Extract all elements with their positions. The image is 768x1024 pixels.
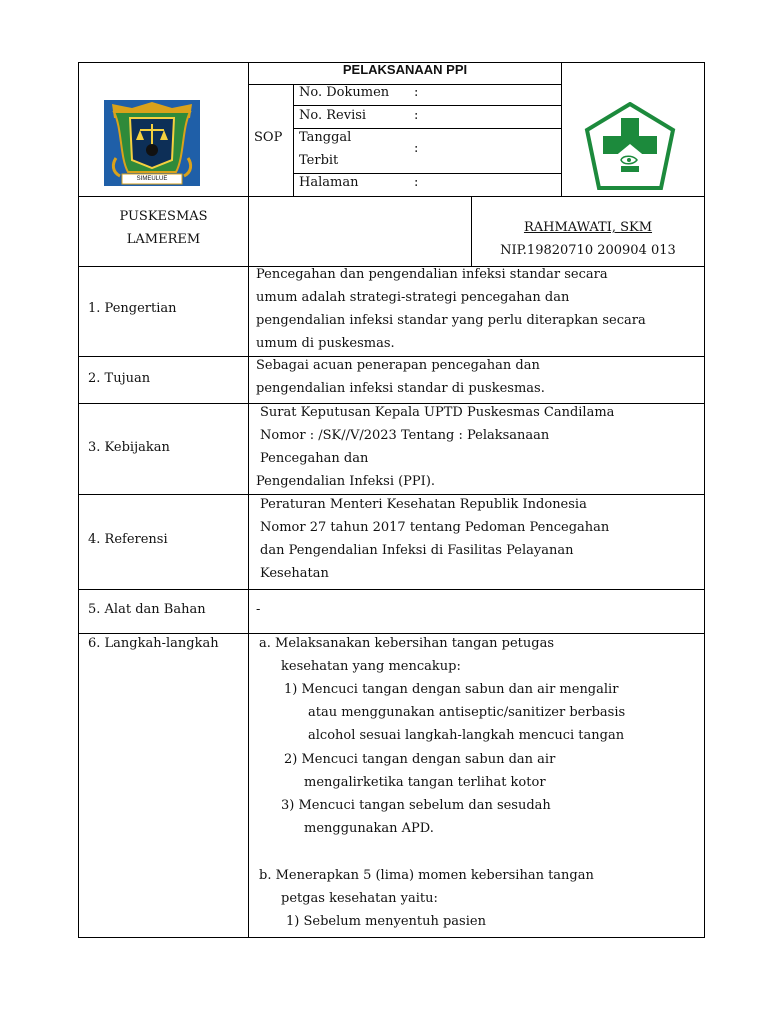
document-title: PELAKSANAAN PPI <box>342 62 468 77</box>
kebijakan-line: Pengendalian Infeksi (PPI). <box>256 474 436 489</box>
tujuan-label: 2. Tujuan <box>88 371 151 386</box>
tujuan-line: Sebagai acuan penerapan pencegahan dan <box>256 358 540 373</box>
kebijakan-line: Surat Keputusan Kepala UPTD Puskesmas Candilama <box>260 405 615 420</box>
pengertian-line: pengendalian infeksi standar yang perlu diterapkan secara <box>256 313 646 328</box>
tujuan-line: pengendalian infeksi standar di puskesmas. <box>256 381 545 396</box>
tanggal-terbit-label-1: Tanggal <box>299 130 352 145</box>
referensi-line: Peraturan Menteri Kesehatan Republik Indonesia <box>260 497 587 512</box>
kebijakan-line: Nomor : /SK//V/2023 Tentang : Pelaksanaan <box>260 428 550 443</box>
org-name-line-2: LAMEREM <box>126 232 201 247</box>
langkah-b-line-1: b. Menerapkan 5 (lima) momen kebersihan tangan <box>259 868 594 883</box>
langkah-a1-line-1: 1) Mencuci tangan dengan sabun dan air mengalir <box>284 682 619 697</box>
langkah-a3-line-1: 3) Mencuci tangan sebelum dan sesudah <box>281 798 551 813</box>
langkah-a2-line-1: 2) Mencuci tangan dengan sabun dan air <box>284 752 556 767</box>
pengertian-line: umum di puskesmas. <box>256 336 395 351</box>
regency-emblem-logo <box>102 98 202 188</box>
no-dokumen-label: No. Dokumen <box>299 85 390 100</box>
alat-bahan-value: - <box>256 602 261 617</box>
langkah-a-line-2: kesehatan yang mencakup: <box>281 659 461 674</box>
halaman-label: Halaman <box>299 175 359 190</box>
pengertian-line: umum adalah strategi-strategi pencegahan dan <box>256 290 570 305</box>
referensi-line: Nomor 27 tahun 2017 tentang Pedoman Pencegahan <box>260 520 610 535</box>
puskesmas-logo <box>583 102 677 192</box>
no-revisi-sep: : <box>414 108 419 123</box>
no-revisi-label: No. Revisi <box>299 108 367 123</box>
alat-bahan-label: 5. Alat dan Bahan <box>88 602 206 617</box>
tanggal-terbit-sep: : <box>414 141 419 156</box>
no-dokumen-sep: : <box>414 85 419 100</box>
signatory-nip: NIP.19820710 200904 013 <box>500 243 676 258</box>
langkah-a3-line-2: menggunakan APD. <box>304 821 434 836</box>
langkah-b1-line-1: 1) Sebelum menyentuh pasien <box>286 914 486 929</box>
langkah-a2-line-2: mengalirketika tangan terlihat kotor <box>304 775 546 790</box>
kebijakan-label: 3. Kebijakan <box>88 440 170 455</box>
org-name-line-1: PUSKESMAS <box>119 209 208 224</box>
halaman-sep: : <box>414 175 419 190</box>
kebijakan-line: Pencegahan dan <box>260 451 369 466</box>
referensi-line: dan Pengendalian Infeksi di Fasilitas Pelayanan <box>260 543 574 558</box>
signatory-name: RAHMAWATI, SKM <box>523 220 653 235</box>
pengertian-label: 1. Pengertian <box>88 301 177 316</box>
langkah-b-line-2: petgas kesehatan yaitu: <box>281 891 438 906</box>
emblem-caption: SIMEULUE <box>136 176 168 182</box>
referensi-line: Kesehatan <box>260 566 329 581</box>
referensi-label: 4. Referensi <box>88 532 168 547</box>
tanggal-terbit-label-2: Terbit <box>299 153 339 168</box>
langkah-a-line-1: a. Melaksanakan kebersihan tangan petugas <box>259 636 555 651</box>
langkah-a1-line-3: alcohol sesuai langkah-langkah mencuci tangan <box>308 728 625 743</box>
pengertian-line: Pencegahan dan pengendalian infeksi standar secara <box>256 267 608 282</box>
sop-label: SOP <box>254 130 283 145</box>
langkah-label: 6. Langkah-langkah <box>88 636 219 651</box>
langkah-a1-line-2: atau menggunakan antiseptic/sanitizer berbasis <box>308 705 626 720</box>
